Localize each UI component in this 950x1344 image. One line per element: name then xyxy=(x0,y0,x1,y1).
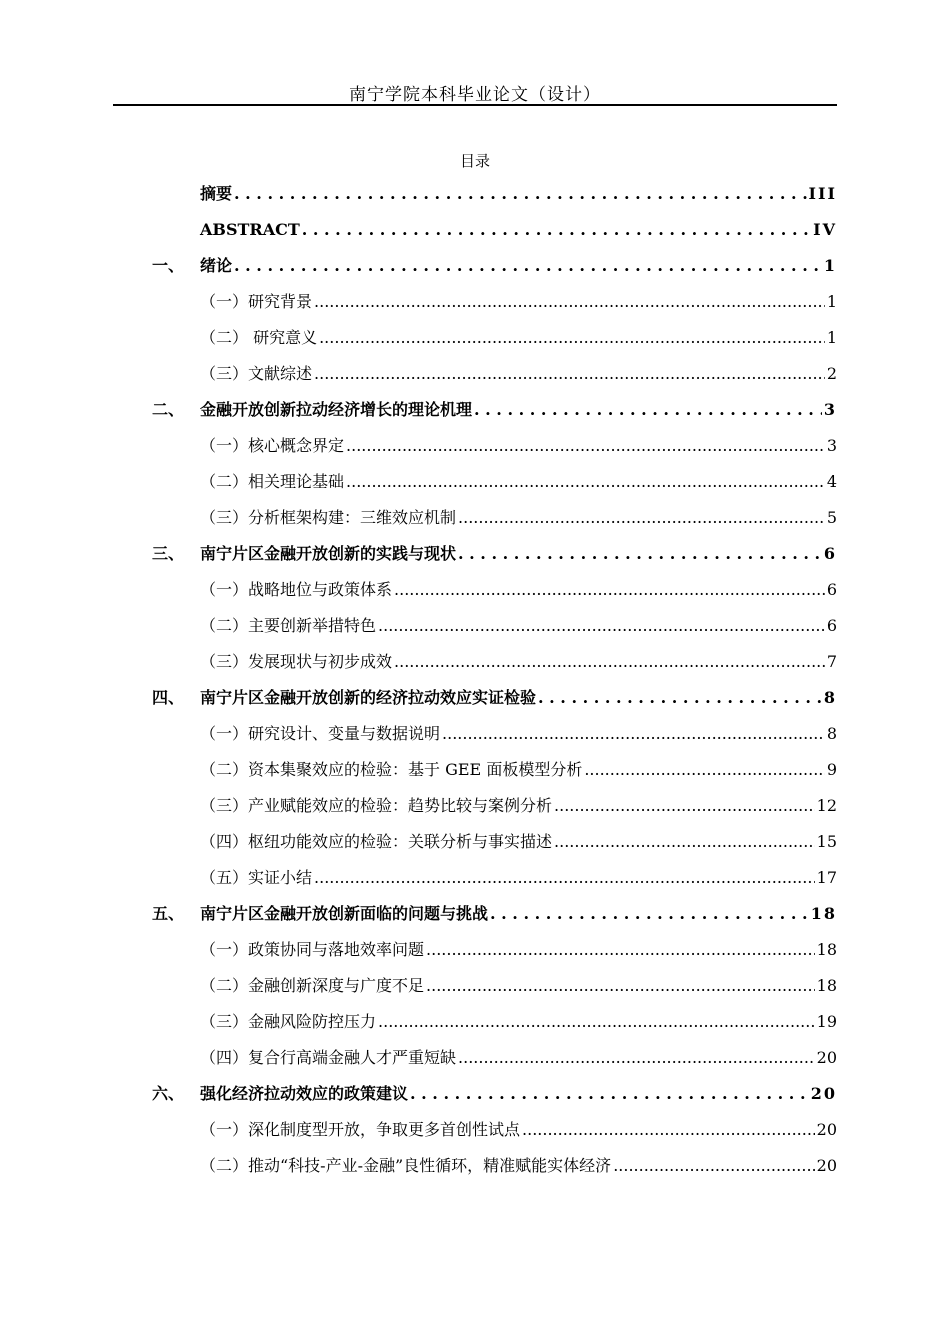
toc-page-number: 1 xyxy=(823,256,837,275)
toc-section-entry[interactable] xyxy=(152,320,837,356)
toc-leader-dots xyxy=(302,212,811,248)
toc-leader-dots xyxy=(426,968,815,1004)
toc-page-number: 18 xyxy=(816,976,837,995)
toc-leader-dots xyxy=(474,392,822,428)
toc-entry-title: （一）研究设计、变量与数据说明 xyxy=(200,724,441,743)
toc-entry-title: ABSTRACT xyxy=(200,220,300,239)
toc-leader-dots xyxy=(458,500,825,536)
toc-entry-number: 二、 xyxy=(152,400,185,419)
toc-leader-dots xyxy=(426,932,815,968)
toc-page-number: 20 xyxy=(816,1048,837,1067)
toc-entry-title: （三）发展现状与初步成效 xyxy=(200,652,393,671)
toc-page-number: III xyxy=(808,184,837,203)
toc-section-entry[interactable] xyxy=(152,788,837,824)
toc-page-number: 15 xyxy=(816,832,837,851)
toc-page-number: 18 xyxy=(816,940,837,959)
toc-leader-dots xyxy=(314,284,825,320)
toc-page-number: 1 xyxy=(826,292,837,311)
toc-entry-number: 三、 xyxy=(152,544,185,563)
toc-leader-dots xyxy=(538,680,822,716)
toc-chapter-entry[interactable] xyxy=(152,392,837,428)
toc-entry-title: 南宁片区金融开放创新的经济拉动效应实证检验 xyxy=(200,688,537,707)
toc-page-number: 8 xyxy=(826,724,837,743)
toc-entry-title: （一）核心概念界定 xyxy=(200,436,345,455)
toc-page-number: 3 xyxy=(826,436,837,455)
toc-chapter-entry[interactable] xyxy=(152,680,837,716)
toc-chapter-entry[interactable] xyxy=(152,176,837,212)
toc-page-number: 8 xyxy=(823,688,837,707)
toc-entry-title: （二）相关理论基础 xyxy=(200,472,345,491)
toc-page-number: 19 xyxy=(816,1012,837,1031)
toc-page-number: 7 xyxy=(826,652,837,671)
toc-leader-dots xyxy=(442,716,825,752)
toc-section-entry[interactable] xyxy=(152,1040,837,1076)
toc-leader-dots xyxy=(458,536,822,572)
toc-chapter-entry[interactable] xyxy=(152,896,837,932)
toc-section-entry[interactable] xyxy=(152,608,837,644)
toc-entry-title: （三）产业赋能效应的检验：趋势比较与案例分析 xyxy=(200,796,553,815)
toc-entry-title: 金融开放创新拉动经济增长的理论机理 xyxy=(200,400,473,419)
toc-leader-dots xyxy=(554,824,815,860)
toc-leader-dots xyxy=(314,860,815,896)
page-header-title: 南宁学院本科毕业论文（设计） xyxy=(349,85,601,105)
toc-title: 目录 xyxy=(459,152,490,170)
toc-leader-dots xyxy=(346,464,825,500)
toc-leader-dots xyxy=(378,1004,815,1040)
toc-section-entry[interactable] xyxy=(152,716,837,752)
toc-leader-dots xyxy=(613,1148,814,1184)
toc-entry-title: （二）金融创新深度与广度不足 xyxy=(200,976,425,995)
toc-page-number: 6 xyxy=(826,580,837,599)
toc-page-number: IV xyxy=(813,220,837,239)
toc-chapter-entry[interactable] xyxy=(152,248,837,284)
toc-entry-title: （一）战略地位与政策体系 xyxy=(200,580,393,599)
toc-entry-number: 一、 xyxy=(152,256,185,275)
toc-leader-dots xyxy=(234,176,807,212)
toc-entry-title: （二）主要创新举措特色 xyxy=(200,616,377,635)
toc-section-entry[interactable] xyxy=(152,1148,837,1184)
toc-section-entry[interactable] xyxy=(152,644,837,680)
toc-section-entry[interactable] xyxy=(152,428,837,464)
toc-entry-title: （四）复合行高端金融人才严重短缺 xyxy=(200,1048,457,1067)
toc-section-entry[interactable] xyxy=(152,572,837,608)
toc-leader-dots xyxy=(378,608,825,644)
toc-entry-title: （二） 研究意义 xyxy=(200,328,318,347)
toc-leader-dots xyxy=(394,644,825,680)
toc-page-number: 12 xyxy=(816,796,837,815)
toc-entry-title: （二）推动“科技-产业-金融”良性循环，精准赋能实体经济 xyxy=(200,1156,612,1175)
toc-section-entry[interactable] xyxy=(152,500,837,536)
toc-page-number: 5 xyxy=(826,508,837,527)
toc-entry-title: （三）金融风险防控压力 xyxy=(200,1012,377,1031)
toc-leader-dots xyxy=(410,1076,809,1112)
toc-section-entry[interactable] xyxy=(152,356,837,392)
toc-leader-dots xyxy=(346,428,825,464)
toc-chapter-entry[interactable] xyxy=(152,1076,837,1112)
toc-page-number: 9 xyxy=(826,760,837,779)
toc-entry-title: （三）文献综述 xyxy=(200,364,313,383)
toc-entry-title: 南宁片区金融开放创新面临的问题与挑战 xyxy=(200,904,489,923)
toc-leader-dots xyxy=(394,572,825,608)
toc-leader-dots xyxy=(458,1040,815,1076)
header-divider xyxy=(113,104,837,106)
toc-leader-dots xyxy=(522,1112,815,1148)
toc-section-entry[interactable] xyxy=(152,860,837,896)
toc-section-entry[interactable] xyxy=(152,932,837,968)
toc-entry-title: （四）枢纽功能效应的检验：关联分析与事实描述 xyxy=(200,832,553,851)
toc-entry-title: 摘要 xyxy=(200,184,233,203)
toc-section-entry[interactable] xyxy=(152,284,837,320)
toc-entry-title: （二）资本集聚效应的检验：基于 GEE 面板模型分析 xyxy=(200,760,583,779)
toc-section-entry[interactable] xyxy=(152,968,837,1004)
toc-page-number: 17 xyxy=(816,868,837,887)
toc-page-number: 20 xyxy=(816,1156,837,1175)
toc-page-number: 6 xyxy=(826,616,837,635)
toc-entry-title: （一）深化制度型开放，争取更多首创性试点 xyxy=(200,1120,521,1139)
toc-entry-title: 南宁片区金融开放创新的实践与现状 xyxy=(200,544,457,563)
toc-chapter-entry[interactable] xyxy=(152,212,837,248)
toc-leader-dots xyxy=(490,896,809,932)
toc-page-number: 18 xyxy=(810,904,837,923)
toc-page-number: 4 xyxy=(826,472,837,491)
toc-leader-dots xyxy=(554,788,815,824)
toc-entry-title: （一）研究背景 xyxy=(200,292,313,311)
toc-page-number: 2 xyxy=(826,364,837,383)
toc-section-entry[interactable] xyxy=(152,464,837,500)
toc-section-entry[interactable] xyxy=(152,1112,837,1148)
toc-page-number: 3 xyxy=(823,400,837,419)
toc-section-entry[interactable] xyxy=(152,1004,837,1040)
toc-page-number: 20 xyxy=(816,1120,837,1139)
toc-section-entry[interactable] xyxy=(152,824,837,860)
toc-entry-number: 六、 xyxy=(152,1084,185,1103)
toc-entry-title: （一）政策协同与落地效率问题 xyxy=(200,940,425,959)
toc-entry-title: （五）实证小结 xyxy=(200,868,313,887)
toc-page-number: 1 xyxy=(826,328,837,347)
toc-leader-dots xyxy=(319,320,825,356)
table-of-contents xyxy=(152,176,837,1184)
toc-leader-dots xyxy=(234,248,822,284)
toc-entry-number: 四、 xyxy=(152,688,185,707)
toc-page-number: 20 xyxy=(810,1084,837,1103)
toc-page-number: 6 xyxy=(823,544,837,563)
toc-entry-title: （三）分析框架构建：三维效应机制 xyxy=(200,508,457,527)
toc-entry-number: 五、 xyxy=(152,904,185,923)
toc-leader-dots xyxy=(584,752,824,788)
toc-entry-title: 绪论 xyxy=(200,256,233,275)
toc-chapter-entry[interactable] xyxy=(152,536,837,572)
toc-section-entry[interactable] xyxy=(152,752,837,788)
toc-entry-title: 强化经济拉动效应的政策建议 xyxy=(200,1084,409,1103)
toc-leader-dots xyxy=(314,356,825,392)
